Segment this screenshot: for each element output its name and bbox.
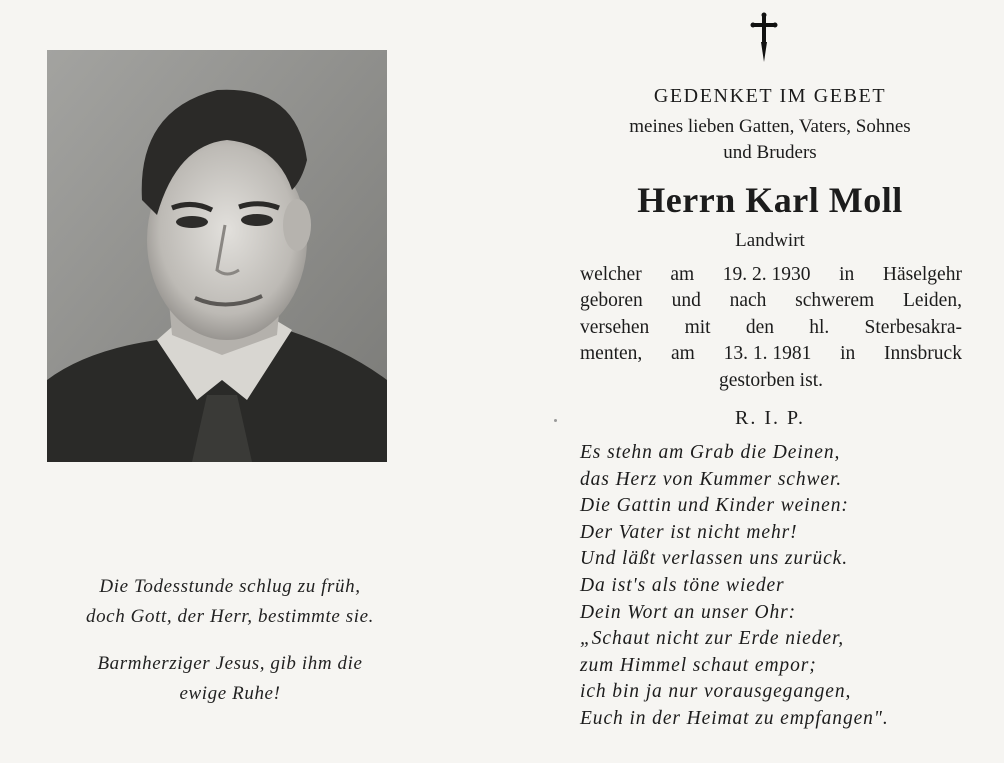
bio-word: hl. — [809, 316, 830, 338]
bio-word: am — [670, 264, 695, 285]
bio-word: Häselgehr — [882, 264, 962, 285]
left-verse-2-line: Barmherziger Jesus, gib ihm die — [97, 653, 363, 674]
bio-line — [580, 341, 962, 367]
rip-text: R. I. P. — [735, 407, 805, 429]
bio-word: versehen — [580, 316, 650, 338]
left-verse-2 — [20, 649, 440, 709]
left-verse-1-line: Die Todesstunde schlug zu früh, — [99, 576, 361, 597]
portrait-photo — [47, 50, 387, 462]
bio-word: mit — [684, 316, 711, 338]
bio-word: in — [840, 343, 856, 365]
left-verse-1-line: doch Gott, der Herr, bestimmte sie. — [85, 606, 375, 627]
bio-line — [580, 288, 962, 314]
bio-word: menten, — [580, 343, 643, 365]
bio-word: Leiden, — [902, 290, 962, 312]
poem-line: Da ist's als töne wieder — [580, 574, 785, 596]
poem — [580, 440, 980, 733]
poem-line: Es stehn am Grab die Deinen, — [580, 442, 841, 463]
bio-word: schwerem — [795, 290, 875, 312]
left-verse-2-line: ewige Ruhe! — [179, 683, 281, 704]
intro-line: meines lieben Gatten, Vaters, Sohnes — [629, 116, 911, 137]
poem-line: Dein Wort an unser Ohr: — [580, 601, 797, 623]
cross-icon — [750, 12, 778, 68]
bio-line — [580, 262, 962, 288]
bio-word: den — [745, 316, 774, 338]
poem-line: Euch in der Heimat zu empfangen". — [580, 707, 889, 729]
bio-word: geboren — [580, 290, 643, 312]
bio-word: welcher — [580, 264, 642, 285]
bio-word: 13. 1. 1981 — [723, 343, 812, 365]
poem-line: zum Himmel schaut empor; — [580, 654, 817, 676]
poem-line: „Schaut nicht zur Erde nieder, — [580, 628, 845, 650]
bio-word: Sterbesakra- — [864, 316, 962, 338]
bio-word: in — [839, 264, 855, 285]
intro-line: und Bruders — [723, 142, 817, 163]
bio-word: 19. 2. 1930 — [722, 264, 811, 285]
bio-line: gestorben ist. — [719, 369, 823, 391]
poem-line: Und läßt verlassen uns zurück. — [580, 548, 849, 570]
poem-line: ich bin ja nur vorausgegangen, — [580, 681, 852, 703]
bio-word: und — [671, 290, 701, 312]
poem-line: Der Vater ist nicht mehr! — [580, 521, 798, 543]
bio-word: Innsbruck — [883, 343, 962, 365]
bio-word: nach — [729, 290, 767, 312]
poem-line: das Herz von Kummer schwer. — [580, 468, 843, 490]
poem-line: Die Gattin und Kinder weinen: — [580, 495, 849, 517]
occupation: Landwirt — [735, 230, 805, 251]
bio-word: am — [671, 343, 695, 365]
deceased-name: Herrn Karl Moll — [637, 180, 903, 220]
bio-line — [580, 315, 962, 341]
print-speck — [554, 419, 557, 422]
biography — [580, 262, 962, 394]
heading: GEDENKET IM GEBET — [653, 85, 887, 107]
left-verse-1 — [20, 572, 440, 632]
